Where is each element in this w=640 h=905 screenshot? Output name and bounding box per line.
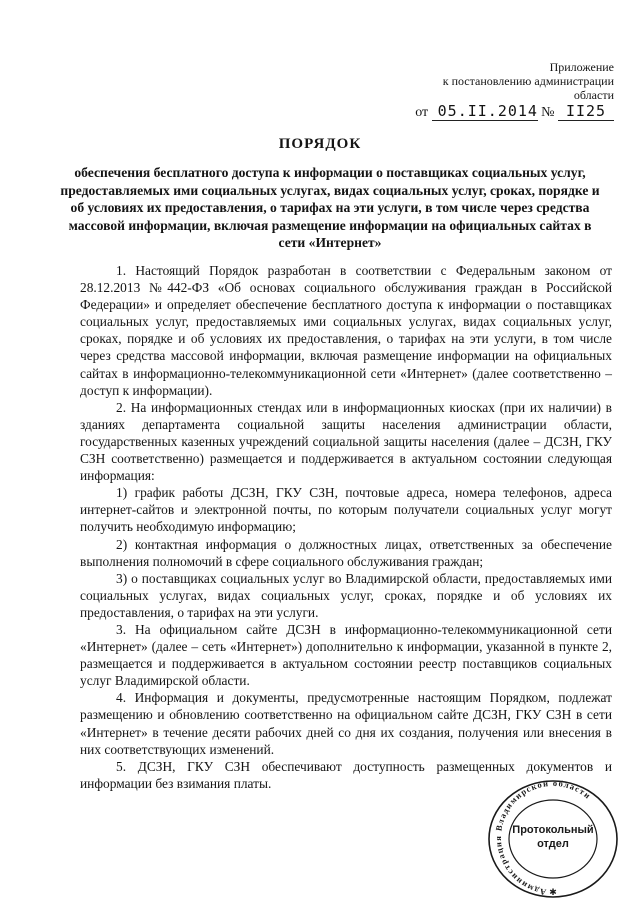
paragraph-5: 5. ДСЗН, ГКУ СЗН обеспечивают доступность размещенных документов и информации без взимания платы. [80, 758, 612, 791]
document-title: ПОРЯДОК [278, 136, 362, 152]
resolution-date: 05.II.2014 [432, 102, 538, 121]
document-body [80, 262, 612, 792]
from-label: от [415, 105, 429, 120]
resolution-number: II25 [558, 102, 614, 121]
paragraph-4: 4. Информация и документы, предусмотренные настоящим Порядком, подлежат размещению и обновлению соответственно на официальном сайте ДСЗН, ГКУ СЗН в сети «Интернет» в течение десяти рабочих дней со дня их создания, получения или внесения в них соответствующих изменений. [80, 690, 612, 757]
appendix-block [443, 60, 614, 102]
svg-text:✱: ✱ [549, 887, 557, 897]
paragraph-2: 2. На информационных стендах или в информационных киосках (при их наличии) в зданиях департамента социальной защиты населения администрации области, государственных казенных учреждений социальной защиты населения (далее – ДСЗН, ГКУ СЗН соответственно) размещается и поддерживается в актуальном состоянии следующая информация: [80, 399, 612, 484]
paragraph-2-item-2: 2) контактная информация о должностных лицах, ответственных за обеспечение выполнения полномочий в сфере социального обслуживания граждан; [80, 536, 612, 569]
paragraph-2-item-1: 1) график работы ДСЗН, ГКУ СЗН, почтовые адреса, номера телефонов, адреса интернет-сайтов и электронной почты, по которым получатели социальных услуг могут получить необходимую информацию; [80, 485, 612, 535]
stamp-label-line-1: Протокольный [512, 824, 594, 836]
appendix-line-3: области [573, 88, 614, 102]
paragraph-3: 3. На официальном сайте ДСЗН в информационно-телекоммуникационной сети «Интернет» (далее – сеть «Интернет») дополнительно к информации, указанной в пункте 2, размещается и поддерживается в актуальном состоянии реестр поставщиков социальных услуг Владимирской области. [80, 621, 612, 689]
office-stamp [486, 778, 620, 900]
paragraph-2-item-3: 3) о поставщиках социальных услуг во Владимирской области, предоставляемых ими социальных услугах, видах социальных услуг, сроках, порядке и об условиях их предоставления, о тарифах на эти услуги. [80, 570, 612, 620]
document-subtitle: обеспечения бесплатного доступа к информации о поставщиках социальных услуг, предоставляемых ими социальных услугах, видах социальных услуг, сроках, порядке и об условиях их предоставления, о тарифах на эти услуги, в том числе через средства массовой информации, включая размещение информации на официальных сайтах в сети «Интернет» [60, 165, 600, 250]
appendix-line-1: Приложение [549, 60, 614, 74]
stamp-ring-text: Администрация Владимирской области [492, 778, 594, 898]
resolution-reference [415, 102, 614, 122]
stamp-label-line-2: отдел [537, 838, 569, 850]
paragraph-1: 1. Настоящий Порядок разработан в соответствии с Федеральным законом от 28.12.2013 №442-ФЗ «Об основах социального обслуживания граждан в Российской Федерации» и определяет обеспечение бесплатного доступа к информации о поставщиках социальных услуг, предоставляемых ими социальных услугах, видах социальных услуг, сроках, порядке и об условиях их предоставления, о тарифах на эти услуги, в том числе через средства массовой информации, включая размещение информации на официальных сайтах в информационно-телекоммуникационной сети «Интернет» (далее соответственно – доступ к информации). [80, 263, 612, 398]
appendix-line-2: к постановлению администрации [442, 74, 614, 88]
number-label: № [541, 105, 555, 120]
